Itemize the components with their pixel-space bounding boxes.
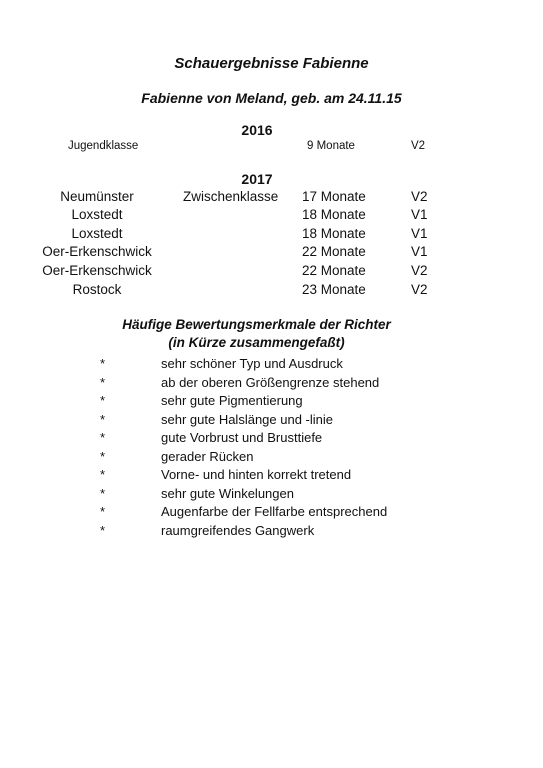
feature-item: ab der oberen Größengrenze stehend bbox=[161, 375, 380, 390]
feature-item: Augenfarbe der Fellfarbe entsprechend bbox=[161, 504, 388, 519]
result-age-2017-2: 18 Monate bbox=[302, 207, 366, 222]
result-grade-2016-1: V2 bbox=[411, 140, 426, 152]
bullet-marker: * bbox=[100, 430, 106, 445]
bullet-marker: * bbox=[100, 449, 106, 464]
feature-item: Vorne- und hinten korrekt tretend bbox=[161, 467, 352, 482]
result-grade-2017-2: V1 bbox=[411, 207, 428, 222]
feature-item: gute Vorbrust und Brusttiefe bbox=[161, 430, 323, 445]
result-location-2017-6: Rostock bbox=[72, 282, 122, 297]
feature-item: gerader Rücken bbox=[161, 449, 254, 464]
feature-item: raumgreifendes Gangwerk bbox=[161, 523, 315, 538]
bullet-marker: * bbox=[100, 412, 106, 427]
bullet-marker: * bbox=[100, 467, 106, 482]
result-age-2017-5: 22 Monate bbox=[302, 263, 366, 278]
bullet-marker: * bbox=[100, 375, 106, 390]
dog-subtitle: Fabienne von Meland, geb. am 24.11.15 bbox=[141, 90, 402, 106]
feature-item: sehr gute Pigmentierung bbox=[161, 393, 303, 408]
feature-item: sehr gute Halslänge und -linie bbox=[161, 412, 333, 427]
result-grade-2017-3: V1 bbox=[411, 226, 428, 241]
features-subheading: (in Kürze zusammengefaßt) bbox=[168, 335, 345, 350]
bullet-marker: * bbox=[100, 393, 106, 408]
result-location-2016-1: Jugendklasse bbox=[68, 140, 139, 152]
bullet-marker: * bbox=[100, 504, 106, 519]
bullet-marker: * bbox=[100, 356, 106, 371]
result-grade-2017-5: V2 bbox=[411, 263, 428, 278]
feature-item: sehr gute Winkelungen bbox=[161, 486, 294, 501]
year-heading-2016: 2016 bbox=[241, 122, 273, 138]
result-grade-2017-6: V2 bbox=[411, 282, 428, 297]
bullet-marker: * bbox=[100, 486, 106, 501]
result-grade-2017-4: V1 bbox=[411, 244, 428, 259]
result-location-2017-5: Oer-Erkenschwick bbox=[42, 263, 152, 278]
result-location-2017-4: Oer-Erkenschwick bbox=[42, 244, 152, 259]
result-location-2017-3: Loxstedt bbox=[71, 226, 123, 241]
result-age-2017-4: 22 Monate bbox=[302, 244, 366, 259]
result-class-2017-1: Zwischenklasse bbox=[183, 189, 279, 204]
result-age-2017-6: 23 Monate bbox=[302, 282, 366, 297]
result-location-2017-1: Neumünster bbox=[60, 189, 134, 204]
result-age-2017-3: 18 Monate bbox=[302, 226, 366, 241]
result-age-2017-1: 17 Monate bbox=[302, 189, 366, 204]
bullet-marker: * bbox=[100, 523, 106, 538]
result-grade-2017-1: V2 bbox=[411, 189, 428, 204]
feature-item: sehr schöner Typ und Ausdruck bbox=[161, 356, 343, 371]
page-title: Schauergebnisse Fabienne bbox=[174, 55, 369, 72]
year-heading-2017: 2017 bbox=[241, 171, 273, 187]
features-heading: Häufige Bewertungsmerkmale der Richter bbox=[122, 317, 391, 332]
result-location-2017-2: Loxstedt bbox=[71, 207, 123, 222]
result-age-2016-1: 9 Monate bbox=[307, 140, 355, 152]
